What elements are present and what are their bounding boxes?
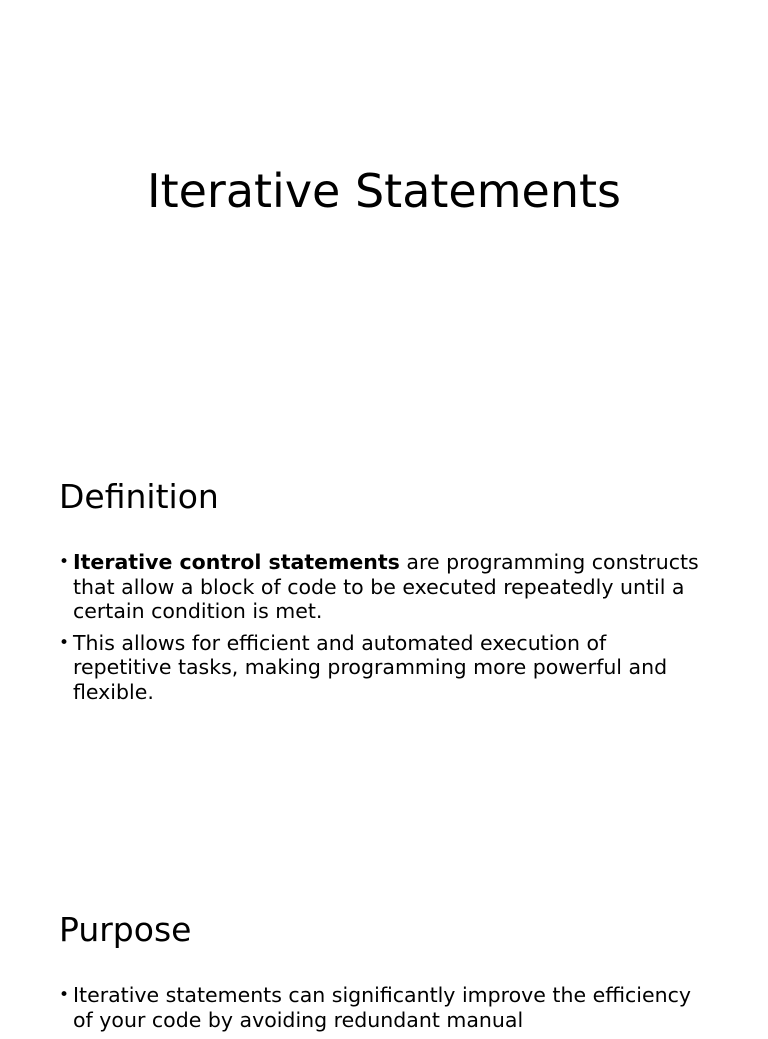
- purpose-bullet-1: [59, 983, 699, 1032]
- slide-title: Iterative Statements: [147, 164, 621, 218]
- bullet-icon: •: [59, 985, 70, 1005]
- definition-heading: Definition: [59, 477, 219, 516]
- bullet-icon: •: [59, 632, 70, 653]
- bullet-text: Iterative statements can significantly improve the efficiency of your code by avoiding redundant manual: [73, 983, 691, 1032]
- bullet-text: are programming constructs that allow a block of code to be executed repeatedly until a certain condition is met.: [73, 550, 699, 623]
- purpose-bullet-list: [59, 983, 699, 1039]
- bullet-text: This allows for efficient and automated execution of repetitive tasks, making programming more powerful and flexible.: [73, 630, 668, 704]
- bullet-bold-term: Iterative control statements: [73, 550, 400, 574]
- purpose-heading: Purpose: [59, 910, 192, 949]
- bullet-icon: •: [59, 552, 70, 572]
